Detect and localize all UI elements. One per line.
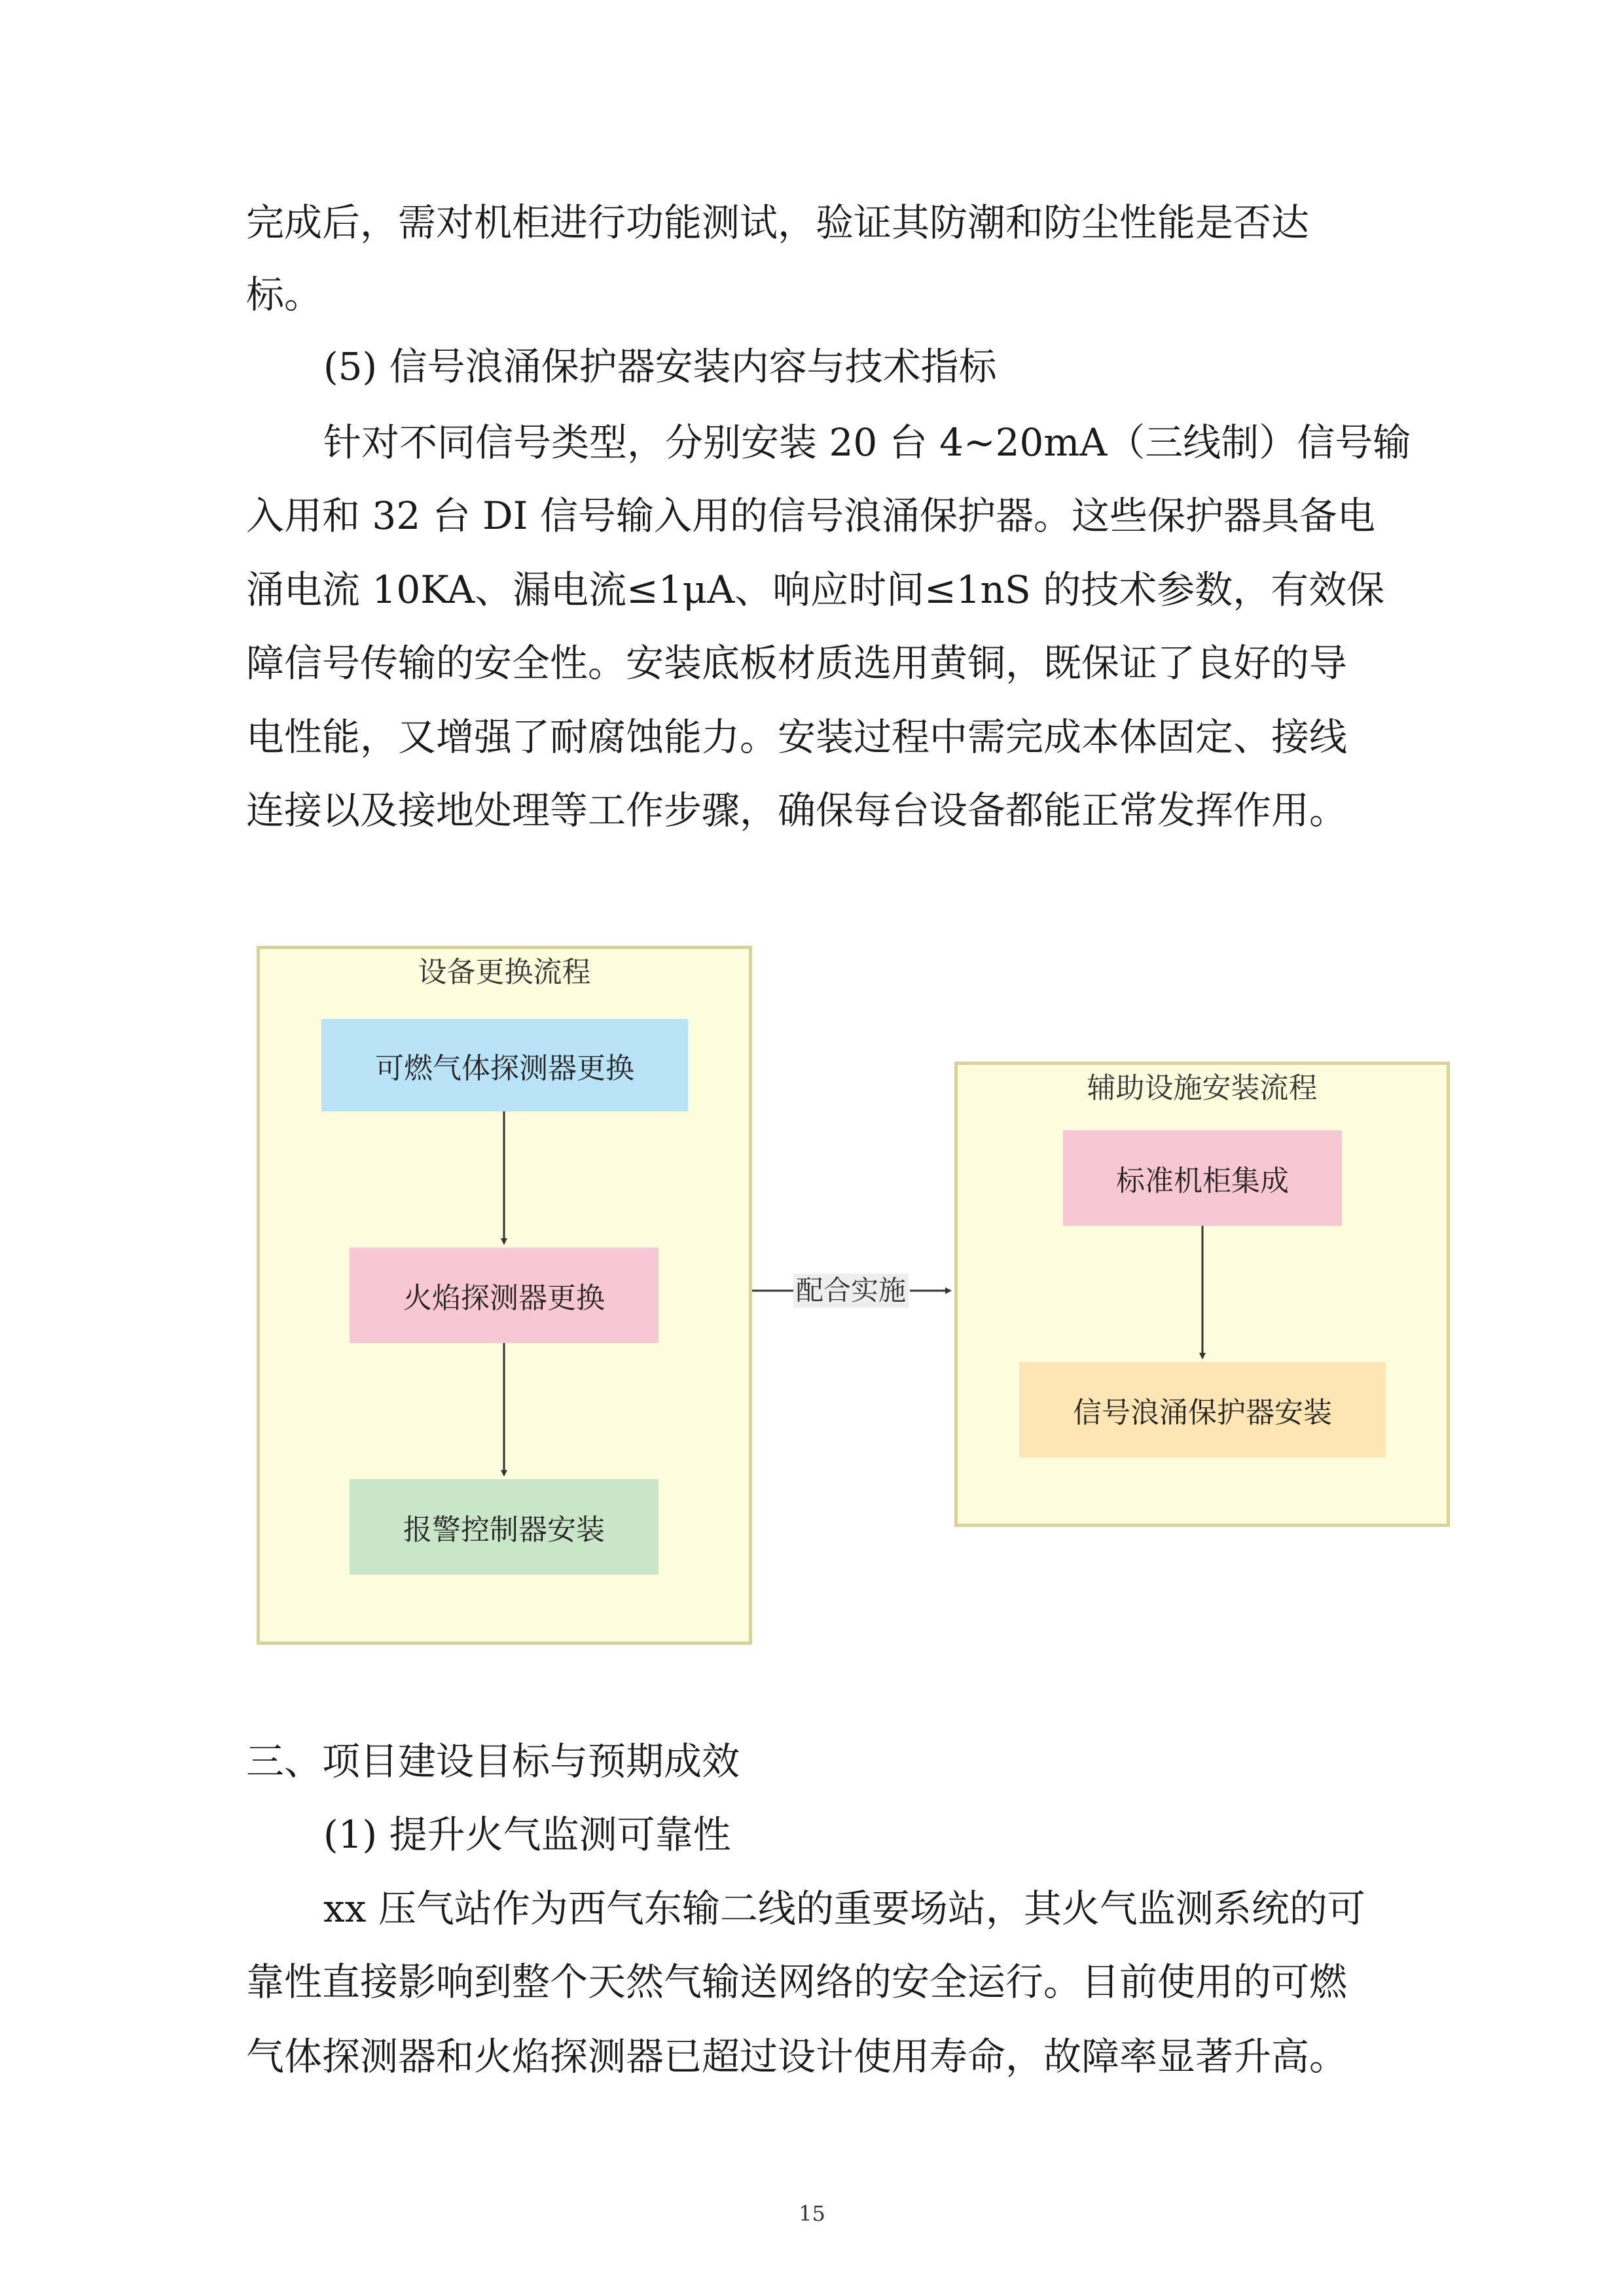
- paragraph-line: 气体探测器和火焰探测器已超过设计使用寿命，故障率显著升高。: [246, 2034, 1348, 2079]
- node-standard-cabinet-integration: 标准机柜集成: [1063, 1130, 1342, 1226]
- paragraph-line: 靠性直接影响到整个天然气输送网络的安全运行。目前使用的可燃: [246, 1960, 1348, 2004]
- node-surge-protector-install: 信号浪涌保护器安装: [1019, 1362, 1386, 1458]
- connector-label: 配合实施: [793, 1274, 909, 1308]
- paragraph-line: 入用和 32 台 DI 信号输入用的信号浪涌保护器。这些保护器具备电: [246, 493, 1375, 538]
- sub-heading: (1) 提升火气监测可靠性: [323, 1812, 731, 1857]
- node-alarm-controller-install: 报警控制器安装: [350, 1479, 659, 1575]
- paragraph-line: 连接以及接地处理等工作步骤，确保每台设备都能正常发挥作用。: [246, 788, 1348, 833]
- paragraph-line: 涌电流 10KA、漏电流≤1μA、响应时间≤1nS 的技术参数，有效保: [246, 567, 1385, 612]
- group-title: 设备更换流程: [418, 956, 591, 989]
- page-number: 15: [799, 2201, 825, 2226]
- group-title: 辅助设施安装流程: [1087, 1071, 1318, 1105]
- paragraph-line: 标。: [246, 272, 323, 317]
- paragraph-line: xx 压气站作为西气东输二线的重要场站，其火气监测系统的可: [323, 1886, 1365, 1931]
- paragraph-line: 完成后，需对机柜进行功能测试，验证其防潮和防尘性能是否达: [246, 200, 1310, 245]
- paragraph-line: 障信号传输的安全性。安装底板材质选用黄铜，既保证了良好的导: [246, 641, 1348, 685]
- section-heading: 三、项目建设目标与预期成效: [246, 1739, 740, 1784]
- section-heading: (5) 信号浪涌保护器安装内容与技术指标: [323, 344, 997, 389]
- node-flame-detector-replacement: 火焰探测器更换: [350, 1247, 659, 1343]
- node-gas-detector-replacement: 可燃气体探测器更换: [321, 1019, 688, 1111]
- paragraph-line: 针对不同信号类型，分别安装 20 台 4~20mA（三线制）信号输: [323, 420, 1411, 465]
- paragraph-line: 电性能，又增强了耐腐蚀能力。安装过程中需完成本体固定、接线: [246, 715, 1348, 759]
